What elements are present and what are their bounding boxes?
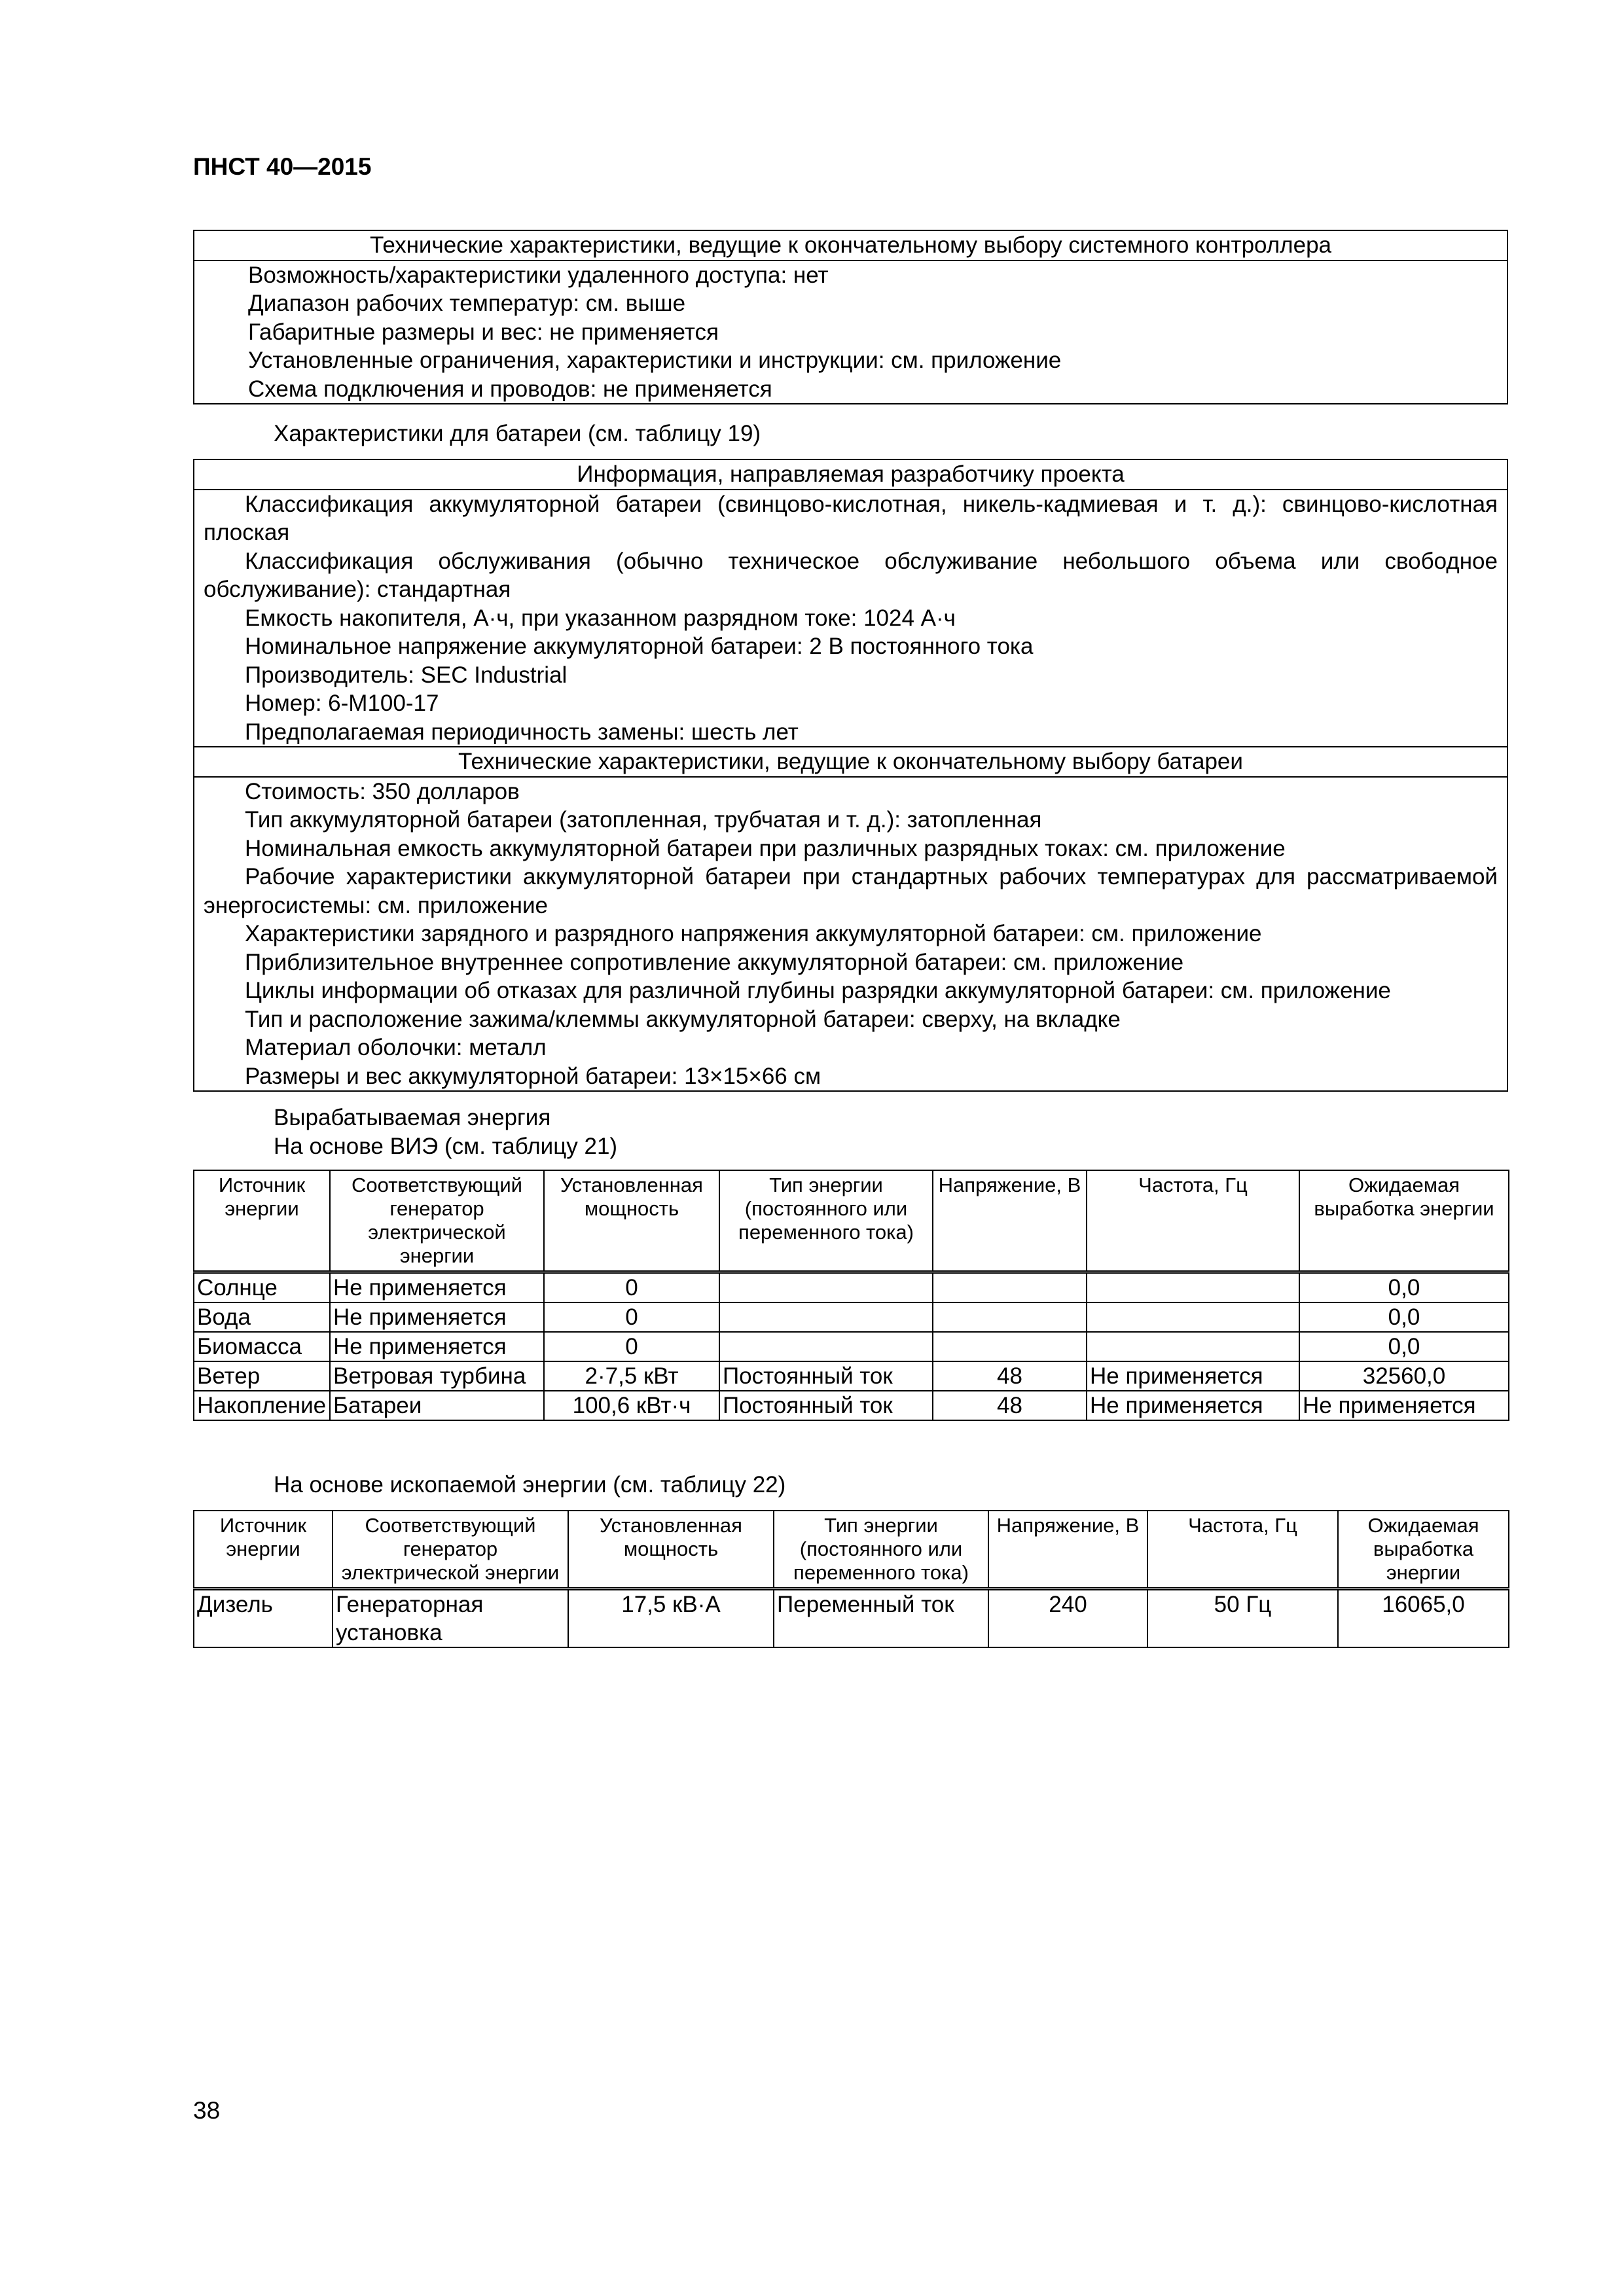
battery-tech-line: Номинальная емкость аккумуляторной батареи при различных разрядных токах: см. приложение — [245, 835, 1286, 861]
controller-box-title: Технические характеристики, ведущие к окончательному выбору системного контроллера — [369, 232, 1331, 258]
table-cell: 0,0 — [1299, 1332, 1509, 1361]
table-cell: 16065,0 — [1338, 1589, 1509, 1648]
battery-tech-line: Приблизительное внутреннее сопротивление аккумуляторной батареи: см. приложение — [245, 949, 1184, 975]
battery-tech-line: Характеристики зарядного и разрядного напряжения аккумуляторной батареи: см. приложение — [245, 921, 1262, 946]
table-cell: 2·7,5 кВт — [544, 1361, 719, 1391]
battery-tech-line: Циклы информации об отказах для различной глубины разрядки аккумуляторной батареи: см. приложение — [245, 978, 1391, 1003]
controller-line: Габаритные размеры и вес: не применяется — [248, 319, 719, 345]
table-row — [194, 1272, 1509, 1303]
battery-info-line: Классификация аккумуляторной батареи (свинцово-кислотная, никель-кадмиевая и т. д.): свинцово-кислотная плоская — [204, 491, 1498, 545]
battery-info-line: Производитель: SEC Industrial — [245, 662, 568, 688]
column-header: Тип энергии (постоянного или переменного тока) — [774, 1511, 988, 1589]
table-row — [194, 1391, 1509, 1420]
table-cell: 240 — [988, 1589, 1147, 1648]
table-cell: 0,0 — [1299, 1302, 1509, 1332]
table-cell: 0 — [544, 1332, 719, 1361]
table-cell: Постоянный ток — [719, 1391, 933, 1420]
table-cell: 50 Гц — [1147, 1589, 1338, 1648]
table-cell: Ветер — [194, 1361, 330, 1391]
table-cell: Не применяется — [330, 1272, 544, 1303]
battery-tech-line: Тип аккумуляторной батареи (затопленная, трубчатая и т. д.): затопленная — [245, 807, 1042, 833]
controller-line: Схема подключения и проводов: не применяется — [248, 376, 772, 402]
table-cell: 0 — [544, 1302, 719, 1332]
table-cell — [719, 1332, 933, 1361]
battery-tech-line: Рабочие характеристики аккумуляторной батареи при стандартных рабочих температурах для рассматриваемой энергосистемы: см. приложение — [204, 864, 1498, 918]
battery-info-line: Емкость накопителя, А·ч, при указанном разрядном токе: 1024 А·ч — [245, 605, 956, 631]
controller-characteristics-box — [193, 230, 1508, 404]
energy-intro — [274, 1103, 617, 1160]
table-cell: 0 — [544, 1272, 719, 1303]
table-cell — [933, 1302, 1087, 1332]
column-header: Соответствующий генератор электрической энергии — [330, 1170, 544, 1272]
column-header: Установленная мощность — [568, 1511, 774, 1589]
controller-line: Возможность/характеристики удаленного доступа: нет — [248, 262, 829, 288]
table-cell: Постоянный ток — [719, 1361, 933, 1391]
battery-tech-line: Размеры и вес аккумуляторной батареи: 13×15×66 см — [245, 1063, 821, 1089]
table-header-row — [194, 1511, 1509, 1589]
table-cell: Не применяется — [330, 1332, 544, 1361]
energy-intro-line2: На основе ВИЭ (см. таблицу 21) — [274, 1133, 618, 1159]
table-cell: 48 — [933, 1361, 1087, 1391]
table-cell: 32560,0 — [1299, 1361, 1509, 1391]
table-cell: Биомасса — [194, 1332, 330, 1361]
table-cell: Не применяется — [1299, 1391, 1509, 1420]
table-cell — [933, 1332, 1087, 1361]
table-header-row — [194, 1170, 1509, 1272]
table-cell — [1087, 1272, 1299, 1303]
table-cell: 100,6 кВт·ч — [544, 1391, 719, 1420]
table-cell — [719, 1272, 933, 1303]
renewable-energy-table — [193, 1170, 1509, 1421]
table-cell: Батареи — [330, 1391, 544, 1420]
fossil-energy-table — [193, 1510, 1509, 1648]
table-row — [194, 1302, 1509, 1332]
table-row — [194, 1332, 1509, 1361]
table-cell — [1087, 1302, 1299, 1332]
battery-info-line: Номинальное напряжение аккумуляторной батареи: 2 В постоянного тока — [245, 634, 1034, 659]
table-cell: Вода — [194, 1302, 330, 1332]
battery-info-line: Классификация обслуживания (обычно техническое обслуживание небольшого объема или свободное обслуживание): стандартная — [204, 548, 1498, 602]
table-cell — [719, 1302, 933, 1332]
table-cell: Переменный ток — [774, 1589, 988, 1648]
table-cell: Не применяется — [1087, 1391, 1299, 1420]
energy-intro-line1: Вырабатываемая энергия — [274, 1105, 551, 1130]
battery-tech-line: Материал оболочки: металл — [245, 1035, 547, 1060]
battery-info-line: Предполагаемая периодичность замены: шесть лет — [245, 719, 799, 745]
column-header: Частота, Гц — [1147, 1511, 1338, 1589]
column-header: Напряжение, В — [988, 1511, 1147, 1589]
table-cell: Не применяется — [330, 1302, 544, 1332]
column-header: Источник энергии — [194, 1170, 330, 1272]
table-cell: Дизель — [194, 1589, 333, 1648]
table-cell: 0,0 — [1299, 1272, 1509, 1303]
table-cell: Не применяется — [1087, 1361, 1299, 1391]
battery-info-title: Информация, направляемая разработчику проекта — [577, 461, 1125, 487]
table-cell: 17,5 кВ·А — [568, 1589, 774, 1648]
table-cell: Накопление — [194, 1391, 330, 1420]
page-number: 38 — [193, 2097, 221, 2124]
table-row — [194, 1589, 1509, 1648]
column-header: Установленная мощность — [544, 1170, 719, 1272]
battery-intro: Характеристики для батареи (см. таблицу 19) — [274, 421, 761, 446]
fossil-intro: На основе ископаемой энергии (см. таблицу 22) — [274, 1472, 786, 1498]
battery-info-line: Номер: 6-М100-17 — [245, 691, 439, 716]
controller-line: Установленные ограничения, характеристики и инструкции: см. приложение — [248, 348, 1062, 373]
standard-code: ПНСТ 40—2015 — [193, 153, 372, 180]
table-cell: 48 — [933, 1391, 1087, 1420]
column-header: Ожидаемая выработка энергии — [1299, 1170, 1509, 1272]
battery-tech-line: Стоимость: 350 долларов — [245, 778, 520, 804]
table-cell — [1087, 1332, 1299, 1361]
battery-tech-title: Технические характеристики, ведущие к окончательному выбору батареи — [194, 746, 1507, 776]
column-header: Частота, Гц — [1087, 1170, 1299, 1272]
column-header: Тип энергии (постоянного или переменного тока) — [719, 1170, 933, 1272]
column-header: Напряжение, В — [933, 1170, 1087, 1272]
column-header: Соответствующий генератор электрической энергии — [333, 1511, 568, 1589]
table-cell — [933, 1272, 1087, 1303]
battery-tech-line: Тип и расположение зажима/клеммы аккумуляторной батареи: сверху, на вкладке — [245, 1006, 1121, 1032]
column-header: Источник энергии — [194, 1511, 333, 1589]
controller-line: Диапазон рабочих температур: см. выше — [248, 291, 686, 316]
battery-characteristics-box — [193, 459, 1508, 1092]
column-header: Ожидаемая выработка энергии — [1338, 1511, 1509, 1589]
table-row — [194, 1361, 1509, 1391]
table-cell: Генераторная установка — [333, 1589, 568, 1648]
table-cell: Солнце — [194, 1272, 330, 1303]
table-cell: Ветровая турбина — [330, 1361, 544, 1391]
